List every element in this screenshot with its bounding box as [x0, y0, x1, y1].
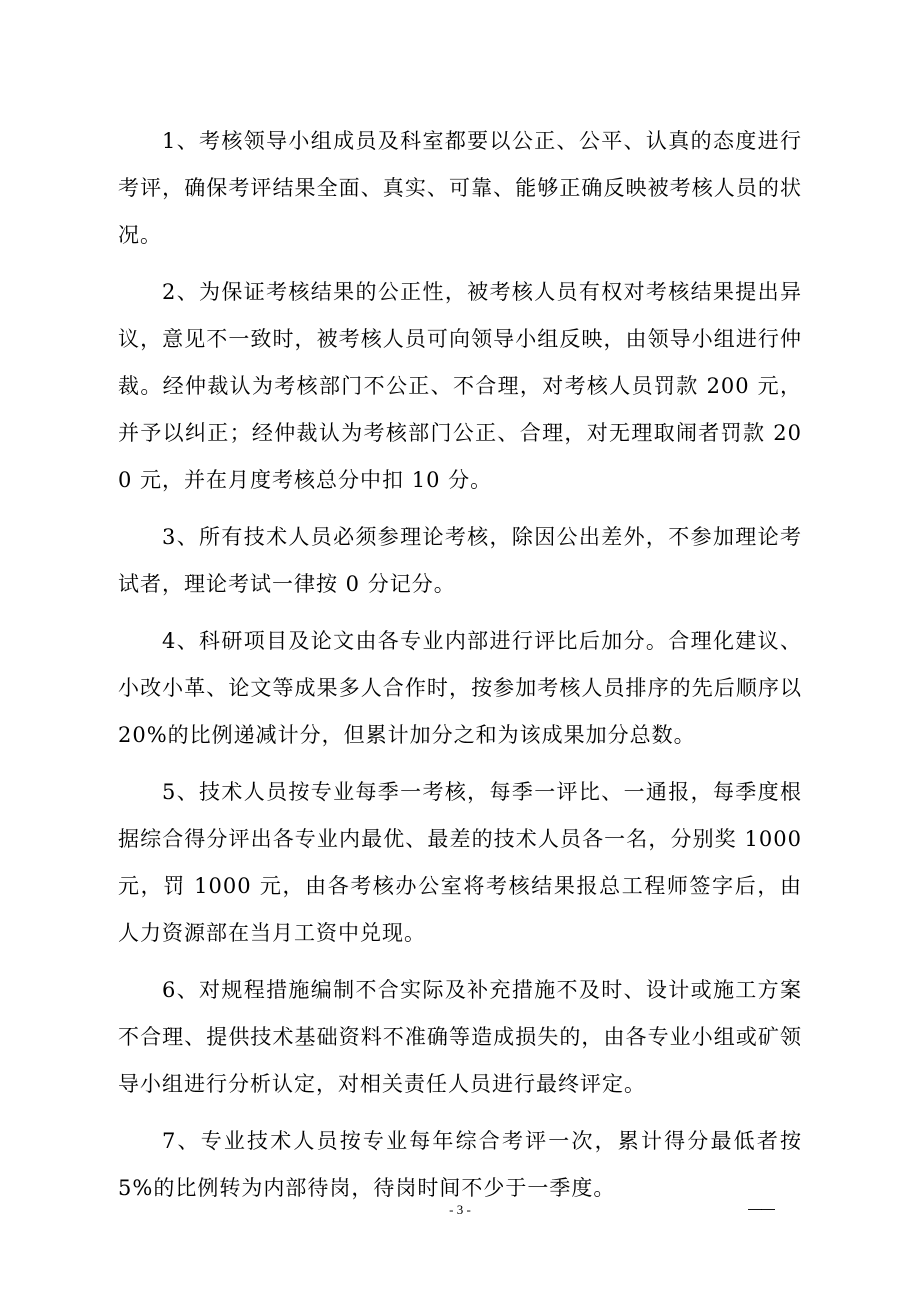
paragraph-3: 3、所有技术人员必须参理论考核，除因公出差外，不参加理论考试者，理论考试一律按 0 分记分。 — [118, 525, 802, 596]
document-body — [118, 118, 802, 1222]
paragraph-5: 5、技术人员按专业每季一考核，每季一评比、一通报，每季度根据综合得分评出各专业内最优、最差的技术人员各一名，分别奖 1000 元，罚 1000 元，由各考核办公室将考核结果报总工程师签字后，由人力资源部在当月工资中兑现。 — [118, 780, 802, 945]
footer-dash: —— — [748, 1200, 774, 1216]
paragraph-1: 1、考核领导小组成员及科室都要以公正、公平、认真的态度进行考评，确保考评结果全面、真实、可靠、能够正确反映被考核人员的状况。 — [118, 129, 802, 247]
paragraph-2: 2、为保证考核结果的公正性，被考核人员有权对考核结果提出异议，意见不一致时，被考核人员可向领导小组反映，由领导小组进行仲裁。经仲裁认为考核部门不公正、不合理，对考核人员罚款 200 元，并予以纠正；经仲裁认为考核部门公正、合理，对无理取闹者罚款 200 元，并在月度考核总分中扣 10 分。 — [118, 280, 802, 492]
paragraph-6: 6、对规程措施编制不合实际及补充措施不及时、设计或施工方案不合理、提供技术基础资料不准确等造成损失的，由各专业小组或矿领导小组进行分析认定，对相关责任人员进行最终评定。 — [118, 978, 802, 1096]
paragraph-7: 7、专业技术人员按专业每年综合考评一次，累计得分最低者按5%的比例转为内部待岗，待岗时间不少于一季度。 — [118, 1129, 802, 1200]
page-number: - 3 - — [449, 1202, 471, 1217]
paragraph-4: 4、科研项目及论文由各专业内部进行评比后加分。合理化建议、小改小革、论文等成果多人合作时，按参加考核人员排序的先后顺序以 20%的比例递减计分，但累计加分之和为该成果加分总数。 — [118, 629, 802, 747]
